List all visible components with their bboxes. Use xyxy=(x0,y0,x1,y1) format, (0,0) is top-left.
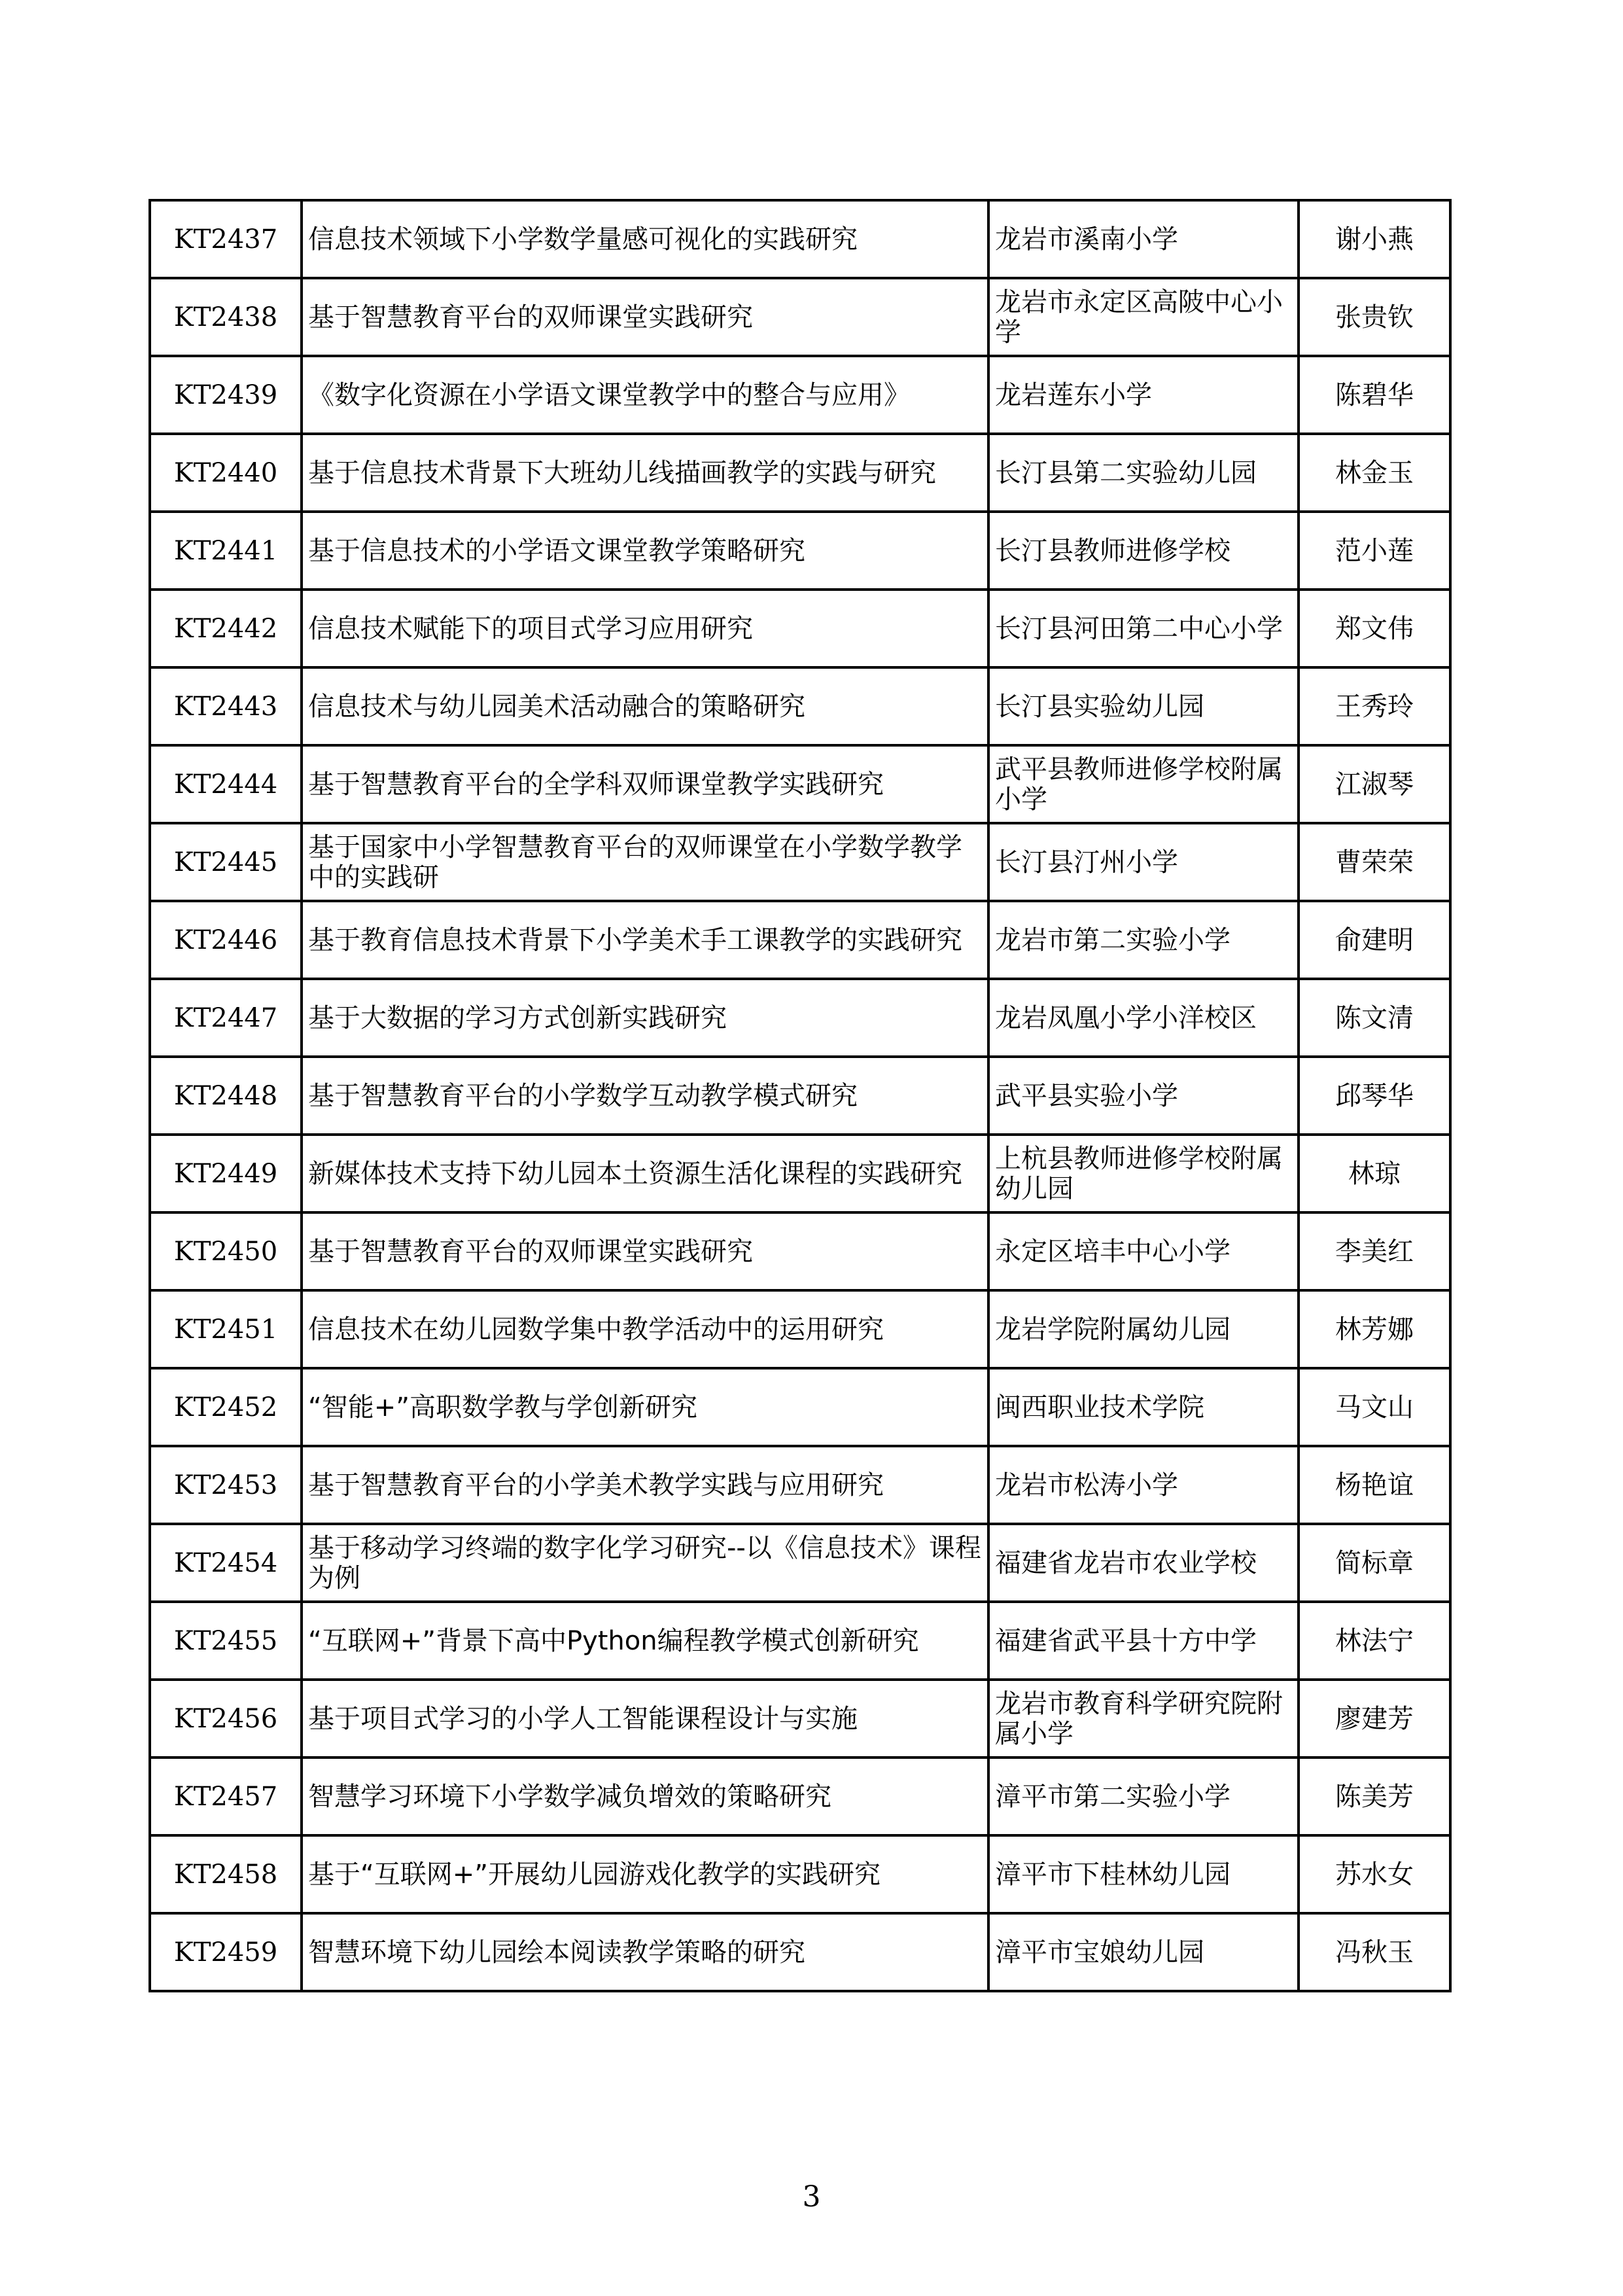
page-number: 3 xyxy=(802,2180,821,2214)
project-title-cell: 基于国家中小学智慧教育平台的双师课堂在小学数学教学中的实践研 xyxy=(302,823,988,901)
project-id-cell: KT2448 xyxy=(150,1057,302,1135)
project-title-cell: 基于智慧教育平台的双师课堂实践研究 xyxy=(302,278,988,356)
project-id-cell: KT2451 xyxy=(150,1290,302,1368)
table-row xyxy=(150,1524,1450,1602)
organization-cell: 武平县实验小学 xyxy=(988,1057,1299,1135)
organization-cell: 龙岩市永定区高陂中心小学 xyxy=(988,278,1299,356)
project-id-cell: KT2439 xyxy=(150,356,302,434)
project-id-cell: KT2447 xyxy=(150,979,302,1057)
leader-name-cell: 陈碧华 xyxy=(1299,356,1450,434)
table-row xyxy=(150,901,1450,979)
table-row xyxy=(150,200,1450,278)
project-title-cell: 《数字化资源在小学语文课堂教学中的整合与应用》 xyxy=(302,356,988,434)
project-title-cell: 基于大数据的学习方式创新实践研究 xyxy=(302,979,988,1057)
project-title-cell: 信息技术领域下小学数学量感可视化的实践研究 xyxy=(302,200,988,278)
project-title-cell: 新媒体技术支持下幼儿园本土资源生活化课程的实践研究 xyxy=(302,1135,988,1212)
project-id-cell: KT2438 xyxy=(150,278,302,356)
project-id-cell: KT2455 xyxy=(150,1602,302,1680)
leader-name-cell: 林琼 xyxy=(1299,1135,1450,1212)
project-id-cell: KT2449 xyxy=(150,1135,302,1212)
organization-cell: 漳平市第二实验小学 xyxy=(988,1757,1299,1835)
leader-name-cell: 林金玉 xyxy=(1299,434,1450,512)
table-row xyxy=(150,1135,1450,1212)
project-title-cell: 基于智慧教育平台的小学美术教学实践与应用研究 xyxy=(302,1446,988,1524)
table-row xyxy=(150,1212,1450,1290)
table-row xyxy=(150,1446,1450,1524)
organization-cell: 龙岩市教育科学研究院附属小学 xyxy=(988,1680,1299,1757)
project-id-cell: KT2437 xyxy=(150,200,302,278)
organization-cell: 龙岩市第二实验小学 xyxy=(988,901,1299,979)
project-id-cell: KT2444 xyxy=(150,745,302,823)
organization-cell: 龙岩学院附属幼儿园 xyxy=(988,1290,1299,1368)
table-row xyxy=(150,745,1450,823)
table-row xyxy=(150,356,1450,434)
project-table-body xyxy=(150,200,1450,1991)
table-row xyxy=(150,823,1450,901)
organization-cell: 福建省武平县十方中学 xyxy=(988,1602,1299,1680)
project-title-cell: 基于移动学习终端的数字化学习研究--以《信息技术》课程为例 xyxy=(302,1524,988,1602)
organization-cell: 上杭县教师进修学校附属幼儿园 xyxy=(988,1135,1299,1212)
organization-cell: 长汀县实验幼儿园 xyxy=(988,667,1299,745)
table-row xyxy=(150,1057,1450,1135)
organization-cell: 龙岩凤凰小学小洋校区 xyxy=(988,979,1299,1057)
project-id-cell: KT2458 xyxy=(150,1835,302,1913)
project-title-cell: 基于信息技术背景下大班幼儿线描画教学的实践与研究 xyxy=(302,434,988,512)
table-row xyxy=(150,1913,1450,1991)
project-id-cell: KT2446 xyxy=(150,901,302,979)
project-title-cell: 基于智慧教育平台的双师课堂实践研究 xyxy=(302,1212,988,1290)
project-title-cell: 信息技术在幼儿园数学集中教学活动中的运用研究 xyxy=(302,1290,988,1368)
organization-cell: 龙岩市溪南小学 xyxy=(988,200,1299,278)
project-id-cell: KT2443 xyxy=(150,667,302,745)
leader-name-cell: 杨艳谊 xyxy=(1299,1446,1450,1524)
project-id-cell: KT2459 xyxy=(150,1913,302,1991)
project-id-cell: KT2440 xyxy=(150,434,302,512)
table-row xyxy=(150,278,1450,356)
table-row xyxy=(150,1368,1450,1446)
project-title-cell: 信息技术赋能下的项目式学习应用研究 xyxy=(302,590,988,667)
project-id-cell: KT2450 xyxy=(150,1212,302,1290)
table-row xyxy=(150,979,1450,1057)
leader-name-cell: 谢小燕 xyxy=(1299,200,1450,278)
project-id-cell: KT2456 xyxy=(150,1680,302,1757)
leader-name-cell: 江淑琴 xyxy=(1299,745,1450,823)
leader-name-cell: 马文山 xyxy=(1299,1368,1450,1446)
project-id-cell: KT2441 xyxy=(150,512,302,590)
project-id-cell: KT2442 xyxy=(150,590,302,667)
leader-name-cell: 冯秋玉 xyxy=(1299,1913,1450,1991)
table-row xyxy=(150,1602,1450,1680)
table-row xyxy=(150,1835,1450,1913)
leader-name-cell: 简标章 xyxy=(1299,1524,1450,1602)
leader-name-cell: 范小莲 xyxy=(1299,512,1450,590)
project-title-cell: 智慧学习环境下小学数学减负增效的策略研究 xyxy=(302,1757,988,1835)
table-row xyxy=(150,1757,1450,1835)
leader-name-cell: 陈文清 xyxy=(1299,979,1450,1057)
organization-cell: 龙岩市松涛小学 xyxy=(988,1446,1299,1524)
project-id-cell: KT2457 xyxy=(150,1757,302,1835)
organization-cell: 长汀县汀州小学 xyxy=(988,823,1299,901)
leader-name-cell: 俞建明 xyxy=(1299,901,1450,979)
leader-name-cell: 郑文伟 xyxy=(1299,590,1450,667)
organization-cell: 长汀县教师进修学校 xyxy=(988,512,1299,590)
project-id-cell: KT2453 xyxy=(150,1446,302,1524)
leader-name-cell: 苏水女 xyxy=(1299,1835,1450,1913)
table-row xyxy=(150,590,1450,667)
project-id-cell: KT2445 xyxy=(150,823,302,901)
project-title-cell: 信息技术与幼儿园美术活动融合的策略研究 xyxy=(302,667,988,745)
project-table xyxy=(148,199,1452,1992)
project-title-cell: 基于信息技术的小学语文课堂教学策略研究 xyxy=(302,512,988,590)
leader-name-cell: 林法宁 xyxy=(1299,1602,1450,1680)
project-title-cell: “互联网+”背景下高中Python编程教学模式创新研究 xyxy=(302,1602,988,1680)
project-title-cell: 基于教育信息技术背景下小学美术手工课教学的实践研究 xyxy=(302,901,988,979)
leader-name-cell: 林芳娜 xyxy=(1299,1290,1450,1368)
organization-cell: 长汀县河田第二中心小学 xyxy=(988,590,1299,667)
leader-name-cell: 王秀玲 xyxy=(1299,667,1450,745)
organization-cell: 闽西职业技术学院 xyxy=(988,1368,1299,1446)
organization-cell: 龙岩莲东小学 xyxy=(988,356,1299,434)
project-id-cell: KT2454 xyxy=(150,1524,302,1602)
organization-cell: 福建省龙岩市农业学校 xyxy=(988,1524,1299,1602)
project-id-cell: KT2452 xyxy=(150,1368,302,1446)
table-row xyxy=(150,434,1450,512)
leader-name-cell: 李美红 xyxy=(1299,1212,1450,1290)
leader-name-cell: 邱琴华 xyxy=(1299,1057,1450,1135)
leader-name-cell: 陈美芳 xyxy=(1299,1757,1450,1835)
leader-name-cell: 曹荣荣 xyxy=(1299,823,1450,901)
project-title-cell: “智能+”高职数学教与学创新研究 xyxy=(302,1368,988,1446)
project-title-cell: 基于智慧教育平台的全学科双师课堂教学实践研究 xyxy=(302,745,988,823)
project-title-cell: 基于“互联网+”开展幼儿园游戏化教学的实践研究 xyxy=(302,1835,988,1913)
project-title-cell: 智慧环境下幼儿园绘本阅读教学策略的研究 xyxy=(302,1913,988,1991)
leader-name-cell: 张贵钦 xyxy=(1299,278,1450,356)
project-title-cell: 基于智慧教育平台的小学数学互动教学模式研究 xyxy=(302,1057,988,1135)
leader-name-cell: 廖建芳 xyxy=(1299,1680,1450,1757)
table-row xyxy=(150,1680,1450,1757)
table-row xyxy=(150,512,1450,590)
table-row xyxy=(150,667,1450,745)
organization-cell: 漳平市宝娘幼儿园 xyxy=(988,1913,1299,1991)
project-title-cell: 基于项目式学习的小学人工智能课程设计与实施 xyxy=(302,1680,988,1757)
organization-cell: 武平县教师进修学校附属小学 xyxy=(988,745,1299,823)
organization-cell: 漳平市下桂林幼儿园 xyxy=(988,1835,1299,1913)
organization-cell: 长汀县第二实验幼儿园 xyxy=(988,434,1299,512)
organization-cell: 永定区培丰中心小学 xyxy=(988,1212,1299,1290)
table-row xyxy=(150,1290,1450,1368)
